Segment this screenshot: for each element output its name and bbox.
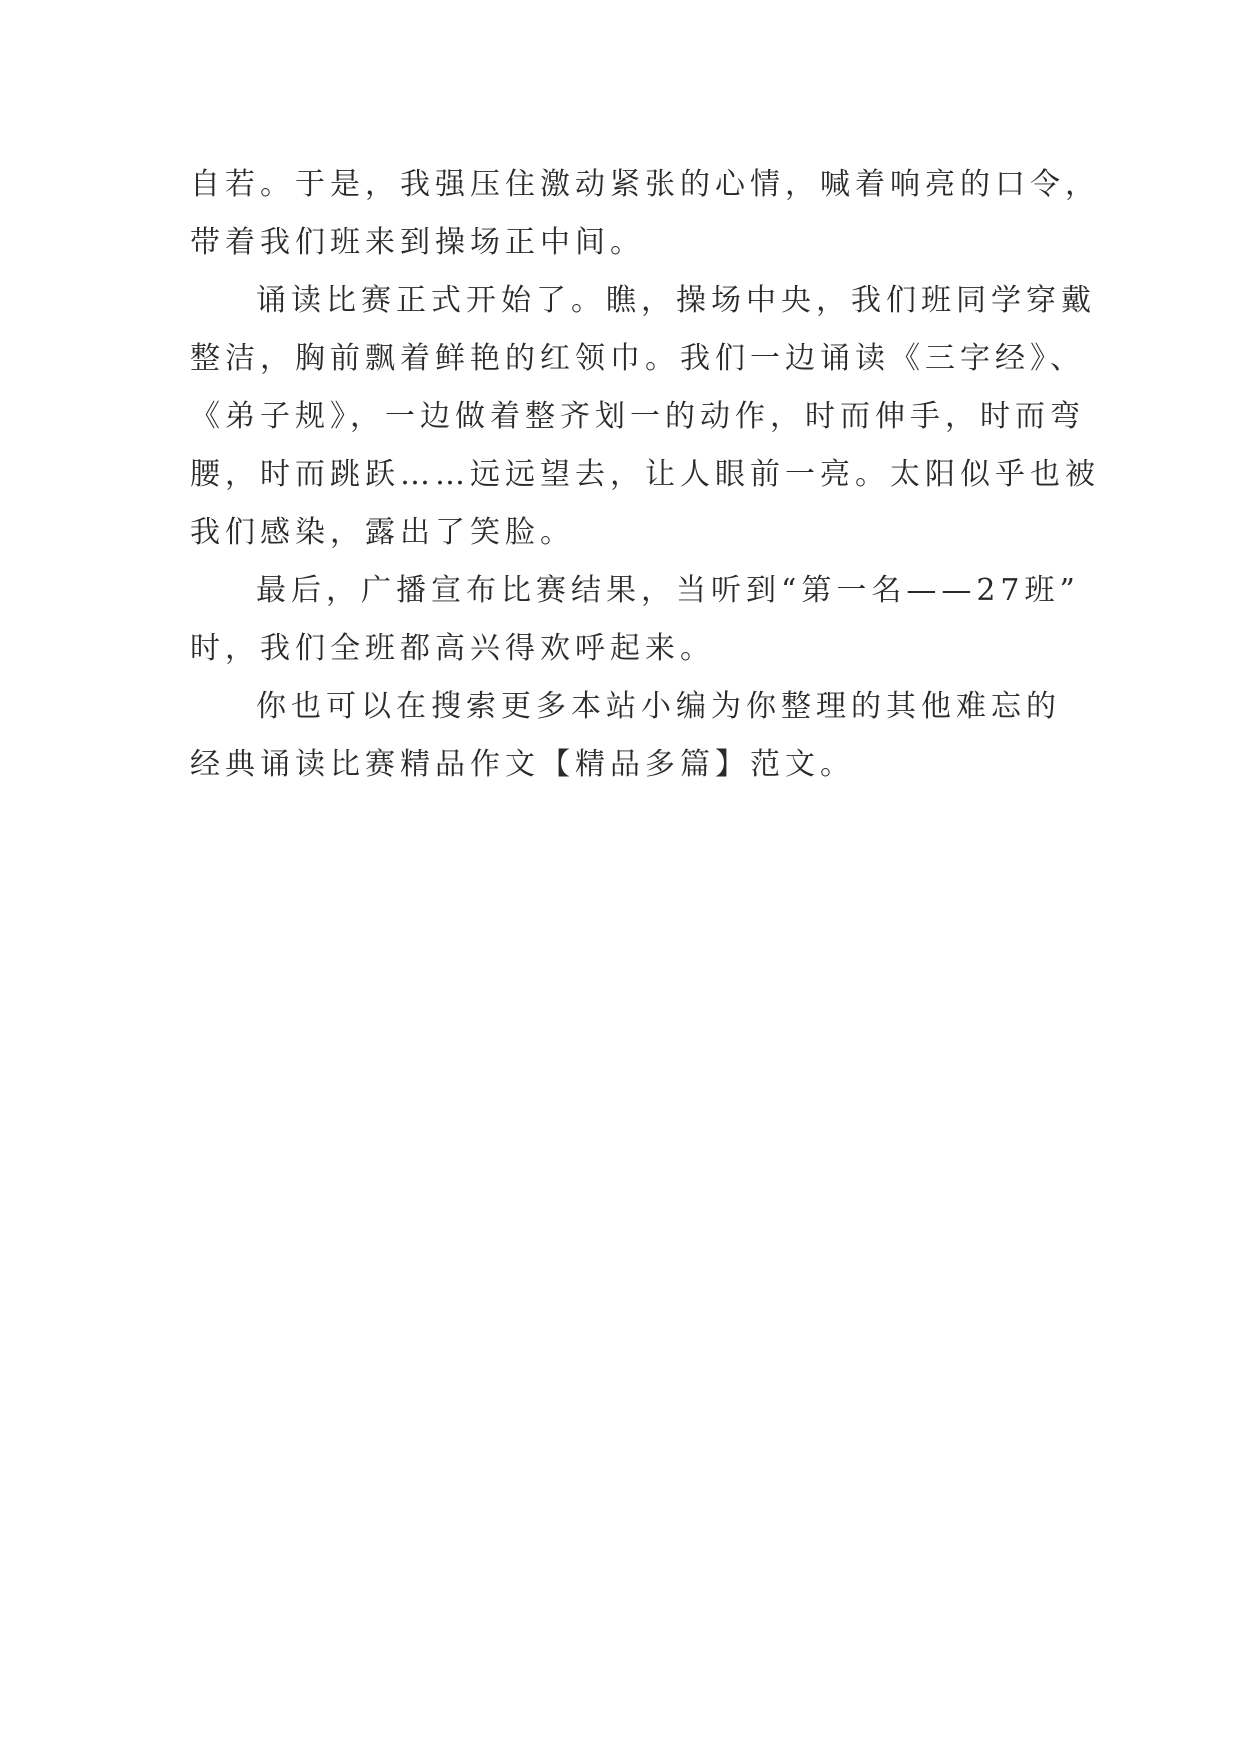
document-body	[190, 156, 1100, 794]
paragraph-start-line: 你也可以在搜索更多本站小编为你整理的其他难忘的	[256, 689, 1061, 724]
text-line: 经典诵读比赛精品作文【精品多篇】范文。	[190, 747, 855, 782]
paragraph-start-line: 诵读比赛正式开始了。瞧，操场中央，我们班同学穿戴	[256, 283, 1096, 318]
text-line: 我们感染，露出了笑脸。	[190, 515, 575, 550]
text-line: 时，我们全班都高兴得欢呼起来。	[190, 631, 715, 666]
text-line: 带着我们班来到操场正中间。	[190, 225, 645, 260]
text-line: 整洁，胸前飘着鲜艳的红领巾。我们一边诵读《三字经》、	[190, 341, 1085, 376]
text-line: 自若。于是，我强压住激动紧张的心情，喊着响亮的口令，	[190, 167, 1100, 202]
text-line: 腰，时而跳跃……远远望去，让人眼前一亮。太阳似乎也被	[190, 457, 1100, 492]
paragraph-start-line: 最后，广播宣布比赛结果，当听到“第一名——27班”	[256, 573, 1080, 608]
text-line: 《弟子规》，一边做着整齐划一的动作，时而伸手，时而弯	[190, 399, 1085, 434]
